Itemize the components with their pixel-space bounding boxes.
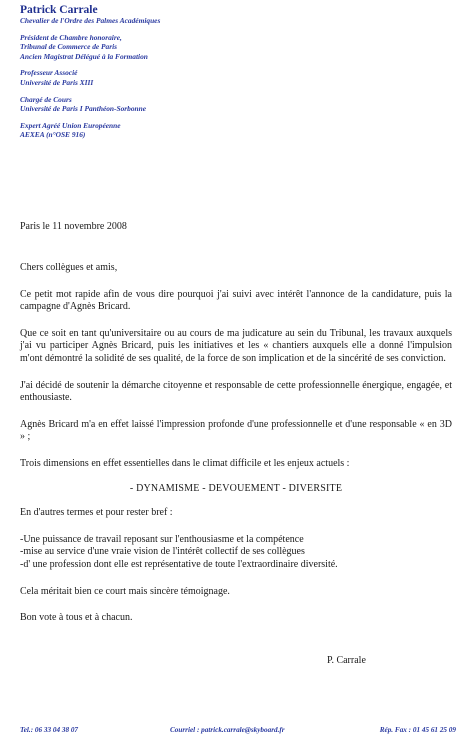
sender-title-line: Professeur Associé xyxy=(20,68,78,78)
letter-date: Paris le 11 novembre 2008 xyxy=(20,221,127,232)
sender-title-line: Président de Chambre honoraire, xyxy=(20,32,122,42)
footer-fax: Rép. Fax : 01 45 61 25 09 xyxy=(379,726,456,734)
letterhead xyxy=(20,4,320,140)
sender-name: Patrick Carrale xyxy=(20,4,98,16)
sender-title-line: Tribunal de Commerce de Paris xyxy=(20,42,118,52)
sender-title-line: Chargé de Cours xyxy=(20,94,72,104)
sender-title-line: Université de Paris XIII xyxy=(20,77,94,87)
dimensions-line: - DYNAMISME - DEVOUEMENT - DIVERSITE xyxy=(129,482,343,494)
sender-title-block xyxy=(20,16,320,26)
body-paragraph: Trois dimensions en effet essentielles dans le climat difficile et les enjeux actuels : xyxy=(20,457,350,469)
sender-title-line: Expert Agréé Union Européenne xyxy=(20,120,121,130)
sender-title-line: Université de Paris I Panthéon-Sorbonne xyxy=(20,104,147,114)
sender-title-block xyxy=(20,95,320,114)
body-paragraph: Ce petit mot rapide afin de vous dire pourquoi j'ai suivi avec intérêt l'annonce de la candidature, puis la campagne d'Agnès Bricard. xyxy=(20,288,452,313)
list-item: -Une puissance de travail reposant sur l'enthousiasme et la compétence xyxy=(20,533,304,545)
body-paragraph: En d'autres termes et pour rester bref : xyxy=(20,507,173,519)
letter-body xyxy=(20,262,452,639)
greeting: Chers collègues et amis, xyxy=(20,262,118,273)
signature: P. Carrale xyxy=(327,655,366,666)
footer-phone: Tel.: 06 33 04 38 07 xyxy=(20,726,79,734)
body-paragraph: Cela méritait bien ce court mais sincère témoignage. xyxy=(20,585,230,597)
bullet-list xyxy=(20,534,452,572)
sender-title-line: Ancien Magistrat Délégué à la Formation xyxy=(20,51,148,61)
closing-line: Bon vote à tous et à chacun. xyxy=(20,612,133,624)
sender-title-block xyxy=(20,121,320,140)
body-paragraph: Agnès Bricard m'a en effet laissé l'impression profonde d'une professionnelle et d'une responsable « en 3D » ; xyxy=(20,418,452,443)
list-item: -mise au service d'une vraie vision de l'intérêt collectif de ses collègues xyxy=(20,546,305,558)
footer-email: Courriel : patrick.carrale@skyboard.fr xyxy=(170,726,285,734)
sender-title-block xyxy=(20,68,320,87)
body-paragraph: J'ai décidé de soutenir la démarche citoyenne et responsable de cette professionnelle énergique, engagée, et enthousiaste. xyxy=(20,379,452,404)
sender-title-line: AEXEA (n°OSE 916) xyxy=(20,130,86,140)
body-paragraph: Que ce soit en tant qu'universitaire ou au cours de ma judicature au sein du Tribunal, les travaux auxquels j'ai vu participer Agnès Bricard, puis les initiatives et les « chantiers auxquels elle a donné l'impulsion m'ont démontré la solidité de ses qualité, de la force de son implication et de la sincérité de ses conviction. xyxy=(20,327,452,364)
list-item: -d' une profession dont elle est représentative de toute l'extraordinaire diversité. xyxy=(20,558,338,570)
sender-title-block xyxy=(20,33,320,62)
sender-title-line: Chevalier de l'Ordre des Palmes Académiques xyxy=(20,16,161,25)
